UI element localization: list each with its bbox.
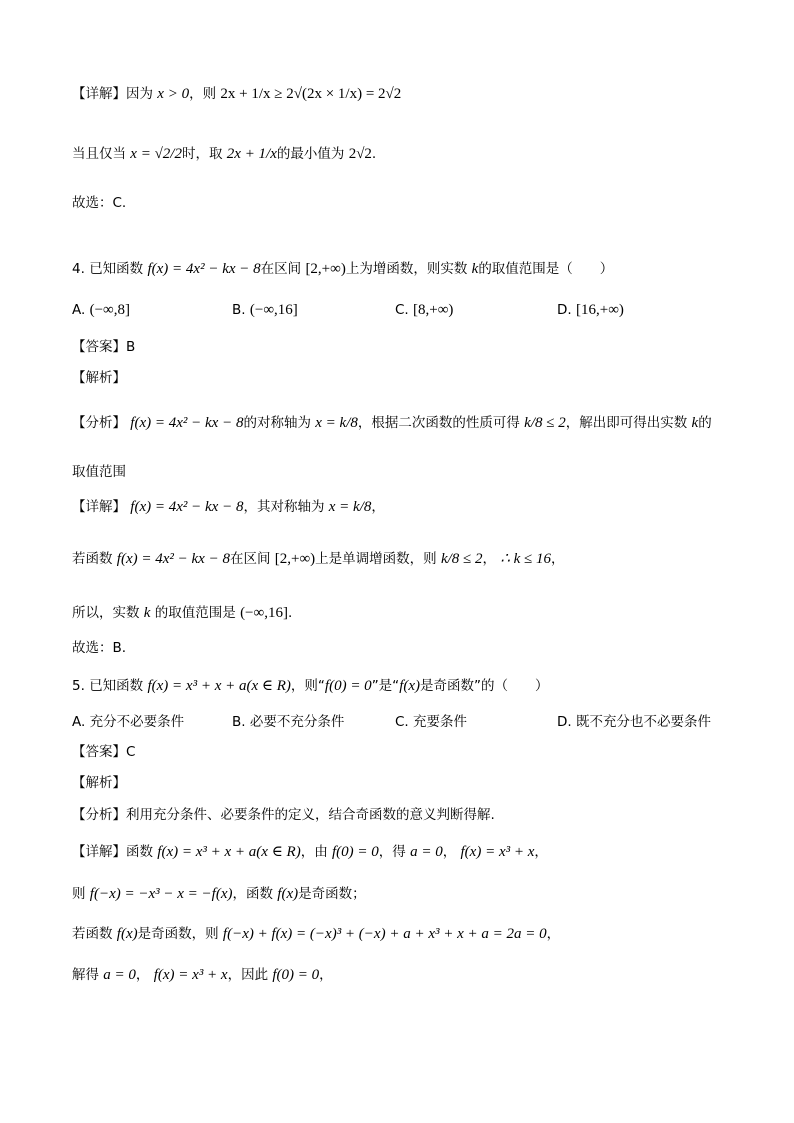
equation-a: a = 0 — [103, 967, 136, 983]
option-label: D. — [557, 714, 572, 730]
q4-answer — [72, 337, 135, 357]
q4-analysis-heading — [72, 368, 126, 388]
text: ， — [319, 967, 333, 983]
text: 上是单调增函数，则 — [315, 551, 437, 567]
q5-option-d — [557, 712, 711, 732]
text: ，函数 — [232, 886, 273, 902]
text: 取值范围 — [72, 464, 126, 480]
text: 已知函数 — [89, 678, 144, 694]
text: 在区间 — [229, 551, 271, 567]
text: 是奇函数”的（ ） — [420, 678, 549, 694]
q4-option-a — [72, 300, 130, 320]
q5-option-b — [232, 712, 344, 732]
q5-fenxi-line — [72, 805, 495, 825]
text: ， — [482, 551, 497, 567]
text: 解得 — [72, 967, 99, 983]
function: f(x) = 4x² − kx − 8 — [147, 261, 261, 277]
fenxi-tag: 【分析】 — [72, 415, 126, 431]
function: f(x) = x³ + x — [460, 844, 535, 860]
option-label: B. — [232, 714, 246, 730]
analysis-tag: 【解析】 — [72, 775, 126, 791]
option-value: 充分不必要条件 — [89, 714, 185, 730]
interval: [2,+∞) — [305, 261, 346, 277]
option-label: A. — [72, 714, 86, 730]
function: f(x) = 4x² − kx − 8 — [130, 499, 244, 515]
option-label: B. — [232, 302, 246, 318]
option-label: A. — [72, 302, 86, 318]
option-value: 既不充分也不必要条件 — [575, 714, 711, 730]
text: ，则“ — [290, 678, 325, 694]
q4-stem — [72, 259, 613, 279]
text: 是奇函数，则 — [137, 926, 219, 942]
text: 在区间 — [260, 261, 302, 277]
detail-tag: 【详解】 — [72, 844, 126, 860]
q4-detail-line-3 — [72, 603, 292, 623]
text: . — [287, 605, 293, 621]
equality-condition: x = √2/2 — [130, 146, 182, 162]
text: ， — [546, 926, 561, 942]
expression: 2x + 1/x — [226, 146, 277, 162]
text: 上为增函数，则实数 — [345, 261, 468, 277]
answer-value: B — [126, 339, 136, 355]
function-ref: f(x) — [116, 926, 138, 942]
range: (−∞,16] — [240, 605, 288, 621]
variable-k: k — [691, 415, 699, 431]
text: 是奇函数； — [298, 886, 366, 902]
q4-detail-line-2 — [72, 549, 565, 569]
text: 的对称轴为 — [243, 415, 311, 431]
q4-option-b — [232, 300, 298, 320]
text: ，根据二次函数的性质可得 — [357, 415, 520, 431]
equation-a: a = 0 — [410, 844, 443, 860]
q5-answer — [72, 742, 135, 762]
q5-analysis-heading — [72, 773, 126, 793]
condition: x > 0 — [157, 86, 190, 102]
answer-value: C — [126, 744, 136, 760]
detail-line-1 — [72, 84, 401, 104]
variable-k: k — [471, 261, 479, 277]
q4-fenxi-line-2 — [72, 462, 126, 482]
text: ，则 — [189, 86, 217, 102]
q5-detail-line-4 — [72, 965, 333, 985]
q4-option-c — [395, 300, 453, 320]
interval: [2,+∞) — [274, 551, 316, 567]
q4-option-d — [557, 300, 624, 320]
function: f(x) = x³ + x + a(x ∈ R) — [147, 678, 291, 694]
inequality: k/8 ≤ 2 — [524, 415, 566, 431]
conclusion: ∴ k ≤ 16 — [500, 551, 551, 567]
answer-tag: 【答案】 — [72, 339, 126, 355]
q5-detail-line-2 — [72, 884, 366, 904]
fenxi-tag: 【分析】 — [72, 807, 126, 823]
text: 的取值范围是（ ） — [478, 261, 614, 277]
option-value: [16,+∞) — [575, 302, 624, 318]
text: 当且仅当 — [72, 146, 126, 162]
q5-detail-line-3 — [72, 924, 560, 944]
text: ， — [551, 551, 565, 567]
text: ，解出即可得出实数 — [565, 415, 688, 431]
option-value: (−∞,16] — [249, 302, 298, 318]
sum-derivation: f(−x) + f(x) = (−x)³ + (−x) + a + x³ + x + a = 2a = 0 — [222, 926, 547, 942]
detail-tag: 【详解】 — [72, 499, 126, 515]
text: 时，取 — [181, 146, 223, 162]
text: 函数 — [126, 844, 153, 860]
function: f(x) = x³ + x — [153, 967, 228, 983]
choose-text: 故选：B. — [72, 640, 127, 656]
axis-equation: x = k/8 — [315, 415, 358, 431]
inequality-expression: 2x + 1/x ≥ 2√(2x × 1/x) = 2√2 — [220, 86, 402, 102]
q4-detail-line-1 — [72, 497, 385, 517]
analysis-tag: 【解析】 — [72, 370, 126, 386]
q4-fenxi-line — [72, 413, 712, 433]
q5-option-a — [72, 712, 184, 732]
condition: f(0) = 0 — [272, 967, 320, 983]
text: ，其对称轴为 — [243, 499, 325, 515]
text: 若函数 — [72, 926, 113, 942]
odd-function-derivation: f(−x) = −x³ − x = −f(x) — [89, 886, 233, 902]
condition: f(0) = 0 — [324, 678, 372, 694]
option-value: (−∞,8] — [89, 302, 130, 318]
text: ， — [135, 967, 150, 983]
text: 的取值范围是 — [154, 605, 236, 621]
q5-stem — [72, 676, 549, 696]
function: f(x) = 4x² − kx − 8 — [116, 551, 230, 567]
text: ， — [534, 844, 548, 860]
text: 则 — [72, 886, 86, 902]
inequality: k/8 ≤ 2 — [440, 551, 483, 567]
text: ，因此 — [227, 967, 269, 983]
option-label: C. — [395, 302, 409, 318]
condition: f(0) = 0 — [332, 844, 379, 860]
detail-tag: 【详解】 — [72, 86, 126, 102]
function: f(x) = x³ + x + a(x ∈ R) — [157, 844, 301, 860]
text: ， — [371, 499, 385, 515]
function-ref: f(x) — [277, 886, 299, 902]
text: 若函数 — [72, 551, 113, 567]
variable-k: k — [143, 605, 151, 621]
fenxi-text: 利用充分条件、必要条件的定义，结合奇函数的意义判断得解. — [126, 807, 495, 823]
text: 因为 — [126, 86, 153, 102]
option-label: D. — [557, 302, 572, 318]
text: ”是“ — [371, 678, 400, 694]
detail-line-2 — [72, 144, 376, 164]
text: ， — [442, 844, 457, 860]
text: 的 — [698, 415, 712, 431]
q5-detail-line-1 — [72, 842, 548, 862]
min-value: 2√2 — [348, 146, 372, 162]
choose-text: 故选：C. — [72, 195, 127, 211]
axis-equation: x = k/8 — [328, 499, 372, 515]
option-value: 充要条件 — [413, 714, 468, 730]
question-number: 5. — [72, 678, 85, 694]
text: 已知函数 — [89, 261, 144, 277]
question-number: 4. — [72, 261, 85, 277]
answer-tag: 【答案】 — [72, 744, 126, 760]
text: 所以，实数 — [72, 605, 140, 621]
option-value: 必要不充分条件 — [249, 714, 345, 730]
option-value: [8,+∞) — [413, 302, 454, 318]
q4-choose-line — [72, 638, 126, 658]
period: . — [371, 146, 377, 162]
text: 的最小值为 — [276, 146, 345, 162]
text: ，得 — [378, 844, 406, 860]
function: f(x) = 4x² − kx − 8 — [130, 415, 244, 431]
choose-line — [72, 193, 126, 213]
option-label: C. — [395, 714, 409, 730]
text: ，由 — [300, 844, 328, 860]
function-ref: f(x) — [399, 678, 421, 694]
q5-option-c — [395, 712, 467, 732]
